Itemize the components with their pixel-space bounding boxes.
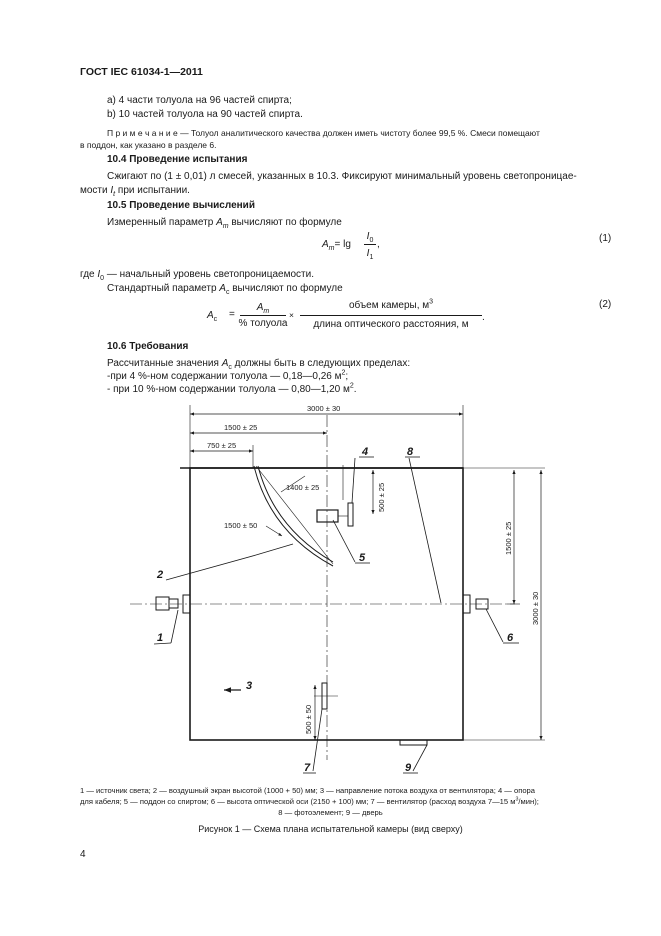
list-item-a: а) 4 части толуола на 96 частей спирта; bbox=[107, 95, 292, 106]
dim-1500-right: 1500 ± 25 bbox=[504, 521, 513, 555]
figure-caption: Рисунок 1 — Схема плана испытательной камеры (вид сверху) bbox=[198, 824, 463, 834]
label-9: 9 bbox=[405, 762, 412, 774]
formula-1-denominator: $I_1$ bbox=[366, 248, 374, 261]
dim-3000-right: 3000 ± 30 bbox=[531, 591, 540, 625]
dim-1500-top: 1500 ± 25 bbox=[224, 423, 258, 432]
label-6: 6 bbox=[507, 632, 514, 644]
formula-1-lhs: $A_m= \lg$ bbox=[322, 239, 351, 252]
requirements-line-1: Рассчитанные значения $A_c$ должны быть в следующих пределах: bbox=[107, 358, 411, 371]
formula-1-numerator: $I_0$ bbox=[366, 231, 374, 244]
formula-1-intro: Измеренный параметр $A_m$ вычисляют по формуле bbox=[107, 217, 342, 230]
dim-500-upper: 500 ± 25 bbox=[377, 482, 386, 512]
label-3: 3 bbox=[246, 680, 253, 692]
formula-2-period: . bbox=[482, 312, 485, 323]
section-10-6-title: 10.6 Требования bbox=[107, 341, 189, 352]
formula-2-numerator-2: объем камеры, $м^3$ bbox=[348, 298, 434, 311]
requirements-line-3: - при 10 %-ном содержании толуола — 0,80—1,20 $м^2$. bbox=[107, 382, 357, 395]
label-8: 8 bbox=[407, 446, 414, 458]
formula-2-denominator-2: длина оптического расстояния, м bbox=[313, 319, 469, 330]
requirements-line-2: -при 4 %-ном содержании толуола — 0,18—0,26 $м^2$; bbox=[107, 369, 349, 382]
label-1: 1 bbox=[157, 632, 164, 644]
dim-3000-top: 3000 ± 30 bbox=[307, 404, 341, 413]
note-line-1: П р и м е ч а н и е — Толуол аналитического качества должен иметь чистоту более 99,5 %. Смеси помещают bbox=[107, 128, 540, 138]
dim-1500-arc: 1500 ± 50 bbox=[224, 521, 258, 530]
dim-750: 750 ± 25 bbox=[207, 441, 237, 450]
formula-1-number: (1) bbox=[599, 233, 612, 244]
standard-number: ГОСТ IEC 61034-1—2011 bbox=[80, 66, 203, 78]
figure-legend-line-1: 1 — источник света; 2 — воздушный экран высотой (1000 + 50) мм; 3 — направление потока воздуха от вентилятора; 4 — опора bbox=[80, 786, 536, 795]
note-line-2: в поддон, как указано в разделе 6. bbox=[80, 140, 217, 150]
label-5: 5 bbox=[359, 552, 366, 564]
formula-1-where: где $I_0$ — начальный уровень светопроницаемости. bbox=[80, 269, 314, 282]
figure-legend-line-2: для кабеля; 5 — поддон со спиртом; 6 — высота оптической оси (2150 + 100) мм; 7 — вентилятор (расход воздуха 7—15 $м^3/мин$); bbox=[80, 796, 539, 806]
dim-1400: 1400 ± 25 bbox=[286, 483, 320, 492]
alcohol-tray bbox=[317, 510, 338, 522]
figure-legend-line-3: 8 — фотоэлемент; 9 — дверь bbox=[278, 808, 383, 817]
section-10-4-line-1: Сжигают по (1 ± 0,01) л смесей, указанных в 10.3. Фиксируют минимальный уровень светопроницае- bbox=[107, 171, 577, 182]
formula-2-number: (2) bbox=[599, 299, 612, 310]
section-10-4-title: 10.4 Проведение испытания bbox=[107, 154, 248, 165]
list-item-b: b) 10 частей толуола на 90 частей спирта. bbox=[107, 109, 303, 120]
formula-1-comma: , bbox=[377, 239, 380, 250]
air-screen bbox=[254, 466, 333, 566]
formula-2-denominator-1: % толуола bbox=[238, 318, 288, 329]
light-source bbox=[156, 597, 169, 610]
section-10-5-title: 10.5 Проведение вычислений bbox=[107, 200, 255, 211]
label-7: 7 bbox=[304, 762, 311, 774]
dim-500-lower: 500 ± 50 bbox=[304, 704, 313, 734]
formula-2-lhs: $A_c$ bbox=[207, 310, 218, 323]
page-number: 4 bbox=[80, 849, 86, 860]
formula-2-intro: Стандартный параметр $A_c$ вычисляют по формуле bbox=[107, 283, 343, 296]
formula-2-times: × bbox=[289, 310, 294, 320]
cable-support bbox=[348, 503, 353, 526]
label-4: 4 bbox=[362, 446, 369, 458]
formula-2-numerator-1: $A_m$ bbox=[256, 302, 270, 315]
label-2: 2 bbox=[157, 569, 164, 581]
section-10-4-line-2: мости $I_t$ при испытании. bbox=[80, 185, 190, 198]
formula-2-equals: = bbox=[229, 309, 235, 320]
